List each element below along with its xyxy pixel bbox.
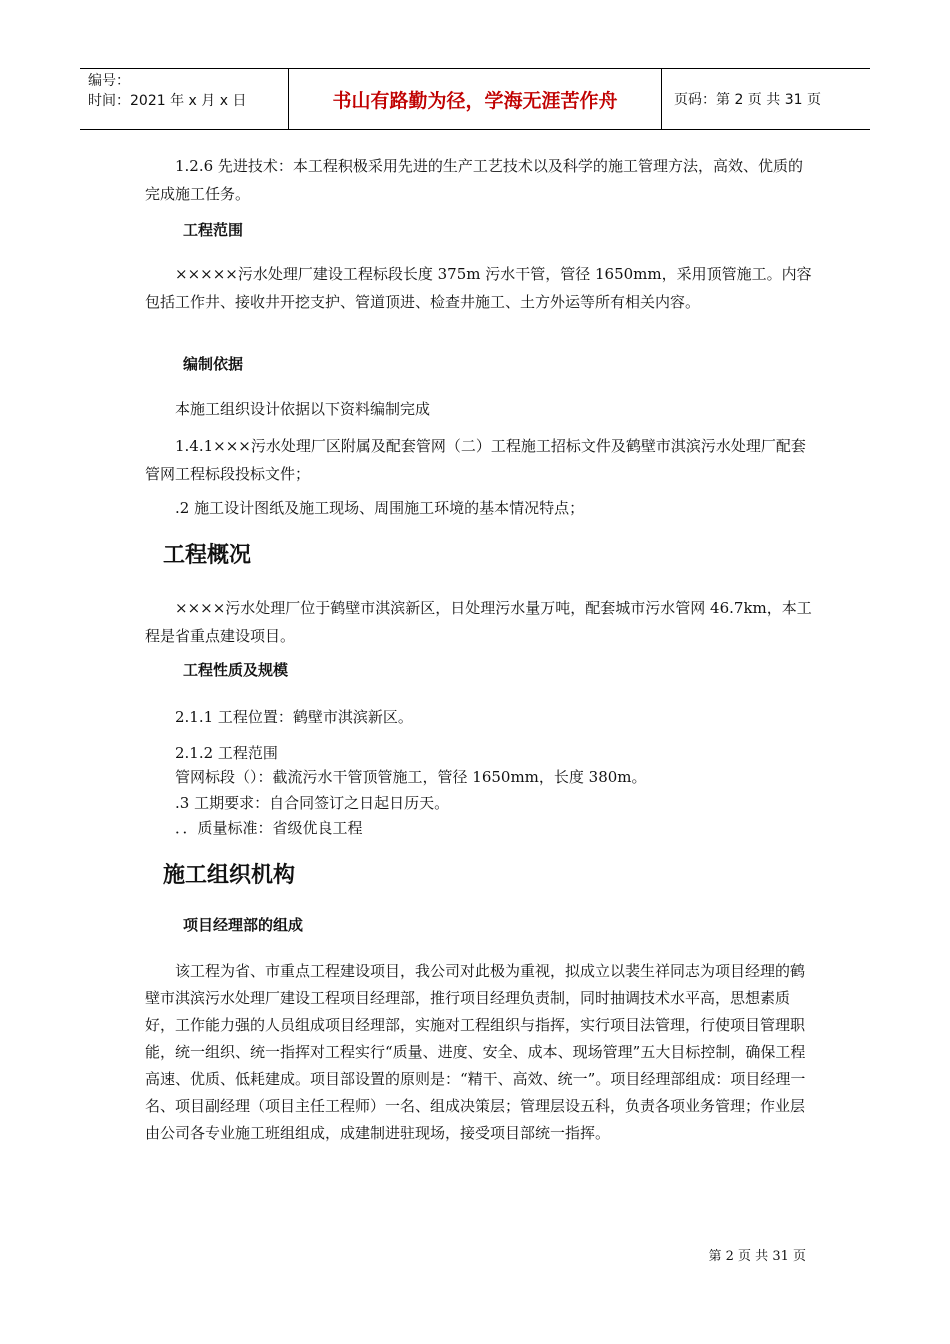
- paragraph-location: 2.1.1 工程位置：鹤壁市淇滨新区。: [145, 708, 413, 726]
- header-page-info: 页码：第 2 页 共 31 页: [674, 92, 821, 108]
- paragraph-basis-1: 1.4.1×××污水处理厂区附属及配套管网（二）工程施工招标文件及鹤壁市淇滨污水处理厂配套管网工程标段投标文件；: [145, 437, 806, 483]
- paragraph-duration: .3 工期要求：自合同签订之日起日历天。: [145, 794, 450, 812]
- paragraph-basis-2: .2 施工设计图纸及施工现场、周围施工环境的基本情况特点；: [145, 499, 585, 517]
- paragraph-scope: ×××××污水处理厂建设工程标段长度 375m 污水干管，管径 1650mm，采用顶管施工。内容包括工作井、接收井开挖支护、管道顶进、检查井施工、土方外运等所有相关内容。: [145, 265, 812, 311]
- heading-scope: 工程范围: [183, 221, 244, 239]
- page-footer: 第 2 页 共 31 页: [708, 1249, 806, 1264]
- heading-overview: 工程概况: [163, 543, 252, 568]
- heading-basis: 编制依据: [183, 355, 244, 373]
- paragraph-pipe-section: 管网标段（）：截流污水干管顶管施工，管径 1650mm，长度 380m。: [145, 768, 647, 786]
- paragraph-range: 2.1.2 工程范围: [145, 744, 278, 762]
- time-label: 时间：2021 年 x 月 x 日: [88, 93, 247, 109]
- header-meta: [80, 69, 289, 129]
- paragraph-quality: ．．质量标准：省级优良工程: [145, 819, 363, 837]
- paragraph-basis-intro: 本施工组织设计依据以下资料编制完成: [145, 400, 431, 418]
- page-header: [80, 68, 870, 130]
- paragraph-department: 该工程为省、市重点工程建设项目，我公司对此极为重视，拟成立以裴生祥同志为项目经理的鹤壁市淇滨污水处理厂建设工程项目经理部，推行项目经理负责制，同时抽调技术水平高，思想素质好，工作能力强的人员组成项目经理部，实施对工程组织与指挥，实行项目法管理，行使项目管理职能，统一组织、统一指挥对工程实行“质量、进度、安全、成本、现场管理”五大目标控制，确保工程高速、优质、低耗建成。项目部设置的原则是：“精干、高效、统一”。项目经理部组成：项目经理一名、项目副经理（项目主任工程师）一名、组成决策层；管理层设五科，负责各项业务管理；作业层由公司各专业施工班组组成，成建制进驻现场，接受项目部统一指挥。: [145, 962, 806, 1142]
- number-label: 编号：: [88, 73, 130, 89]
- paragraph-overview: ××××污水处理厂位于鹤壁市淇滨新区，日处理污水量万吨，配套城市污水管网 46.7km，本工程是省重点建设项目。: [145, 599, 812, 645]
- heading-nature-scale: 工程性质及规模: [183, 661, 289, 679]
- header-motto: 书山有路勤为径，学海无涯苦作舟: [289, 69, 662, 129]
- paragraph-advanced-tech: 1.2.6 先进技术：本工程积极采用先进的生产工艺技术以及科学的施工管理方法，高效、优质的完成施工任务。: [145, 157, 803, 203]
- heading-organization: 施工组织机构: [163, 863, 296, 888]
- heading-project-department: 项目经理部的组成: [183, 916, 304, 934]
